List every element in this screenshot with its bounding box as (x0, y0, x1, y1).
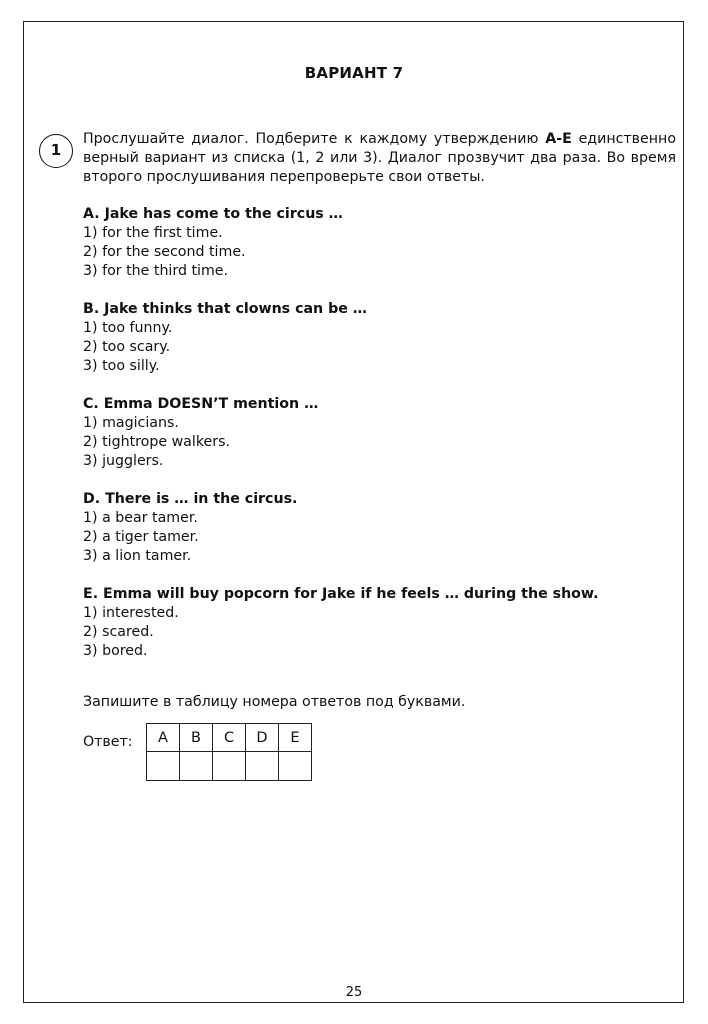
question-e-option-2: 2) scared. (83, 624, 154, 640)
answer-cell-c[interactable] (213, 752, 246, 781)
task-instruction (83, 130, 676, 187)
question-b-option-2: 2) too scary. (83, 339, 171, 355)
question-a-option-1: 1) for the first time. (83, 225, 223, 241)
answer-table-instruction: Запишите в таблицу номера ответов под буквами. (83, 694, 466, 710)
question-d-label: D. There is … in the circus. (83, 491, 298, 507)
question-c (83, 395, 673, 471)
question-a (83, 205, 673, 281)
answer-table (146, 723, 312, 781)
question-b (83, 300, 673, 376)
answer-table-input-row (147, 752, 312, 781)
question-e (83, 585, 673, 661)
page-title: ВАРИАНТ 7 (304, 64, 404, 82)
answer-header-c: C (213, 724, 246, 752)
answer-label: Ответ: (83, 734, 133, 750)
answer-header-d: D (246, 724, 279, 752)
answer-cell-b[interactable] (180, 752, 213, 781)
question-c-option-1: 1) magicians. (83, 415, 179, 431)
question-c-option-2: 2) tightrope walkers. (83, 434, 230, 450)
question-a-option-2: 2) for the second time. (83, 244, 246, 260)
question-c-option-3: 3) jugglers. (83, 453, 164, 469)
question-e-option-1: 1) interested. (83, 605, 179, 621)
question-d (83, 490, 673, 566)
question-b-option-3: 3) too silly. (83, 358, 160, 374)
question-e-label: E. Emma will buy popcorn for Jake if he feels … during the show. (83, 586, 599, 602)
answer-cell-a[interactable] (147, 752, 180, 781)
answer-header-a: A (147, 724, 180, 752)
page-number: 25 (345, 985, 363, 1000)
question-c-label: C. Emma DOESN’T mention … (83, 396, 319, 412)
task-number-badge: 1 (39, 134, 73, 168)
answer-header-e: E (279, 724, 312, 752)
instruction-text-end: единственно верный вариант из списка (1, 2 или 3). Диалог прозвучит два раза. Во время второго прослушивания перепроверьте свои ответы. (83, 131, 677, 185)
answer-header-b: B (180, 724, 213, 752)
question-a-option-3: 3) for the third time. (83, 263, 229, 279)
question-b-option-1: 1) too funny. (83, 320, 173, 336)
question-e-option-3: 3) bored. (83, 643, 148, 659)
question-d-option-3: 3) a lion tamer. (83, 548, 192, 564)
question-a-label: A. Jake has come to the circus … (83, 206, 343, 222)
instruction-letters: A-E (545, 131, 572, 147)
question-d-option-2: 2) a tiger tamer. (83, 529, 199, 545)
question-b-label: B. Jake thinks that clowns can be … (83, 301, 367, 317)
answer-cell-d[interactable] (246, 752, 279, 781)
answer-cell-e[interactable] (279, 752, 312, 781)
question-d-option-1: 1) a bear tamer. (83, 510, 198, 526)
instruction-text-start: Прослушайте диалог. Подберите к каждому утверждению (83, 131, 546, 147)
answer-table-header-row (147, 724, 312, 752)
